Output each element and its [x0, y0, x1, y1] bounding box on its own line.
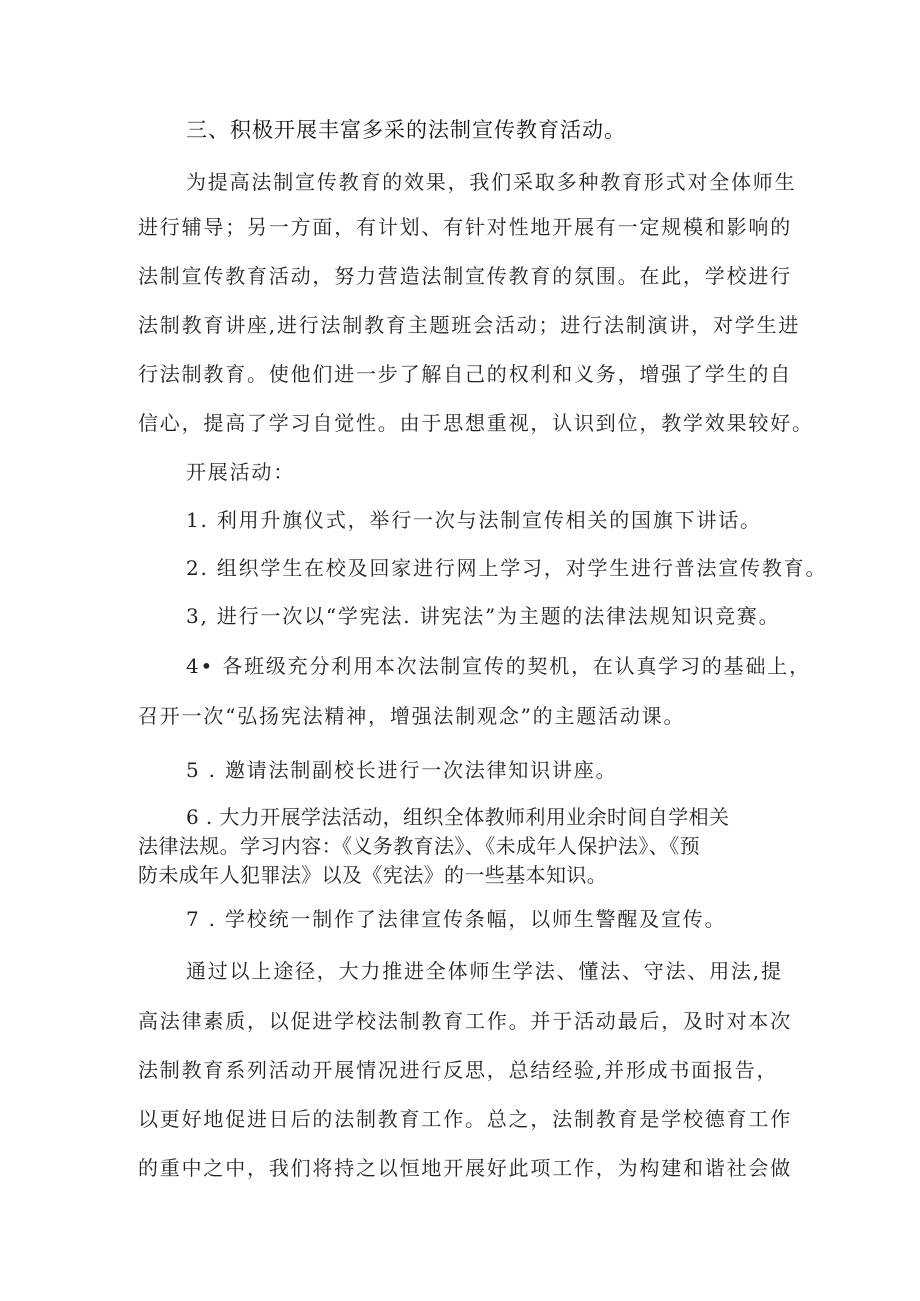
list-item: 5 . 邀请法制副校长进行一次法律知识讲座。 [186, 758, 618, 782]
paragraph-line: 为提高法制宣传教育的效果，我们采取多种教育形式对全体师生 [186, 170, 797, 194]
list-item: 防未成年人犯罪法》以及《宪法》的一些基本知识。 [138, 863, 608, 887]
paragraph-line: 法制教育讲座,进行法制教育主题班会活动；进行法制演讲，对学生进 [138, 313, 801, 337]
list-item: 1. 利用升旗仪式，举行一次与法制宣传相关的国旗下讲话。 [186, 508, 762, 532]
paragraph-line: 法制教育系列活动开展情况进行反思，总结经验,并形成书面报告， [138, 1058, 779, 1082]
list-item: 6 . 大力开展学法活动，组织全体教师利用业余时间自学相关 [186, 805, 730, 829]
paragraph-line: 高法律素质，以促进学校法制教育工作。并于活动最后，及时对本次 [138, 1009, 792, 1033]
list-item: 7 . 学校统一制作了法律宣传条幅，以师生警醒及宣传。 [186, 907, 727, 931]
section-heading: 三、积极开展丰富多采的法制宣传教育活动。 [186, 118, 626, 142]
paragraph-line: 法制宣传教育活动，努力营造法制宣传教育的氛围。在此，学校进行 [138, 264, 792, 288]
list-item: 3, 进行一次以“学宪法. 讲宪法”为主题的法律法规知识竞赛。 [186, 604, 781, 628]
paragraph-line: 通过以上途径，大力推进全体师生学法、懂法、守法、用法,提 [186, 959, 783, 983]
list-item: 法律法规。学习内容：《义务教育法》、《未成年人保护法》、《预 [138, 834, 700, 858]
paragraph-line: 进行辅导；另一方面，有计划、有针对性地开展有一定规模和影响的 [138, 215, 792, 239]
list-item: 2. 组织学生在校及回家进行网上学习，对学生进行普法宣传教育。 [186, 556, 828, 580]
list-item: 4• 各班级充分利用本次法制宣传的契机，在认真学习的基础上， [186, 654, 811, 678]
paragraph-line: 的重中之中，我们将持之以恒地开展好此项工作，为构建和谐社会做 [138, 1156, 792, 1180]
paragraph-line: 以更好地促进日后的法制教育工作。总之，法制教育是学校德育工作 [138, 1107, 792, 1131]
list-item: 召开一次“弘扬宪法精神，增强法制观念”的主题活动课。 [138, 704, 686, 728]
activities-label: 开展活动： [186, 460, 295, 484]
paragraph-line: 行法制教育。使他们进一步了解自己的权利和义务，增强了学生的自 [138, 362, 792, 386]
paragraph-line: 信心，提高了学习自觉性。由于思想重视，认识到位，教学效果较好。 [138, 411, 814, 435]
